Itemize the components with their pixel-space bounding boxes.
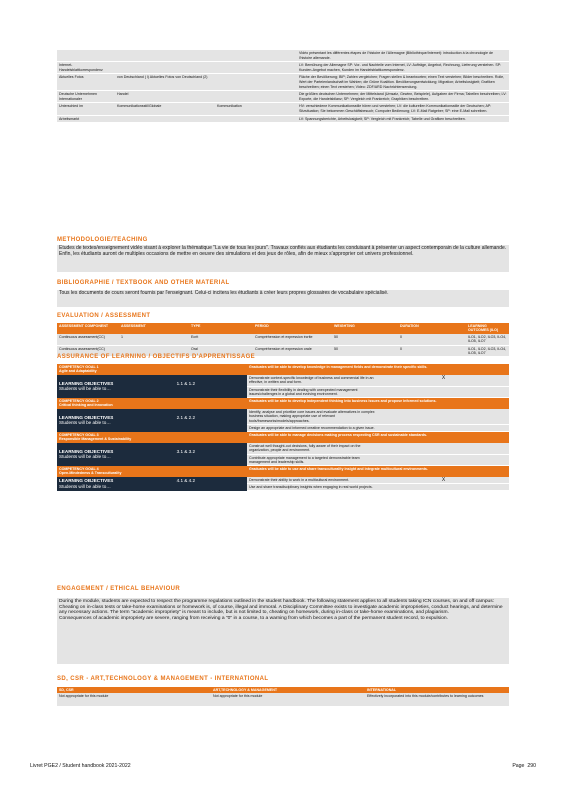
competency-goal-description: Graduates will be able to develop independent thinking into business issues and propose informed solutions.: [249, 399, 437, 404]
learning-objectives-label: LEARNING OBJECTIVES 1.1 & 1.2 Students will be able to…: [57, 375, 247, 398]
content-cell-c1: Unterschied im: [57, 103, 115, 115]
learning-objective-text: Contribute appropriate management to a targeted demonstrable team management and leadership skills.: [247, 454, 378, 466]
content-cell-c2: [115, 62, 215, 74]
content-cell-c3: [215, 115, 273, 123]
content-cell-c4: [273, 115, 297, 123]
course-content-table: [57, 50, 509, 123]
engagement-paragraph-3: Consequences of academic impropriety are severe, ranging from receiving a "0" in a course, to a warning from which becomes a part of the permanent student record, to expulsion.: [59, 615, 448, 621]
content-cell-c5: LV: Bemühung der Allemagne SP: Vor- und Nachteile vom Internet, LV: Aufträge, Angebot, Rechnung, Lieferung verstehen. SP: Kunden-Angebot machen, Kunden im Handelsblattkorrespondenz.: [297, 62, 509, 74]
eval-ilo: ILO1, ILO2, ILO3, ILO4, ILO5, ILO7: [468, 346, 507, 356]
eval-assessment: Ecrit: [191, 334, 199, 339]
eval-assessment: Oral: [191, 346, 198, 351]
content-cell-c4: [273, 62, 297, 74]
engagement-paragraph-2: Cheating on in-class tests or take-home examinations or homework is, of course, illegal and immoral. A Disciplinary Committee exists to investigate academic improprieties, conduct hearings, and determine any necessary actions. The term "academic impropriety" is meant to include, but is not limited to, cheating on homework, during in-class or take-home examinations, and plagiarism.: [59, 604, 503, 616]
competency-goal-title: COMPETENCY GOAL 3 Responsible Management & Sustainability: [59, 432, 132, 442]
eval-weighting: 50: [334, 346, 338, 351]
learning-objective-text: Construct well thought-out decisions, fully aware of their impact on the organization, people and environment.: [247, 443, 378, 454]
eval-header-weighting: WEIGHTING: [334, 324, 355, 328]
sdg-heading: SD, CSR - ART,TECHNOLOGY & MANAGEMENT - INTERNATIONAL: [57, 676, 269, 682]
eval-duration: 0: [400, 334, 402, 339]
eval-period: Compréhension et expression orale: [255, 346, 312, 351]
eval-header-component: ASSESSMENT COMPONENT: [59, 324, 109, 328]
methodology-text: Etudes de textes/enseignement vidéo visant à explorer la thématique "La vie de tous les jours". Travaux confiés aux étudiants les conduisant à présenter un aspect contemporain de la culture allemande. Enfin, les étudiants auront de multiples occasions de mettre en oeuvre des simulations et des jeux de rôles, afin de mieux s'approprier cet univers professionnel.: [57, 245, 509, 272]
learning-objectives-label: LEARNING OBJECTIVES 4.1 & 4.2 Students will be able to…: [57, 477, 247, 491]
learning-objective-mark: [378, 424, 509, 431]
learning-objective-text: Design an appropriate and informed creative recommendation to a given issue.: [247, 424, 378, 431]
eval-row: [57, 334, 509, 345]
learning-objective-mark: [378, 409, 509, 425]
learning-objective-mark: [378, 443, 509, 454]
content-cell-c2: Handel: [115, 91, 215, 103]
eval-header-outcomes: LEARNING OUTCOMES (ILO): [468, 324, 499, 333]
learning-objectives-label: LEARNING OBJECTIVES 3.1 & 3.2 Students will be able to…: [57, 443, 247, 466]
competency-goal-row: [57, 432, 509, 443]
sdg-value-international: Effectively incorporated into this module/contributes to learning outcomes: [367, 694, 484, 699]
content-cell-c3: [215, 50, 273, 62]
content-cell-c3: [215, 91, 273, 103]
competency-goal-row: [57, 466, 509, 477]
content-cell-c4: [273, 91, 297, 103]
content-cell-c5: Vidéo présentant les différentes étapes de l'histoire de l'Allemagne (Bibliothèque/Internet): introduction à la chronologie de l'histoire allemande.: [297, 50, 509, 62]
content-cell-c1: [57, 50, 115, 62]
learning-objective-row: [57, 443, 509, 454]
content-row: [57, 91, 509, 103]
learning-objective-text: Identify, analyse and prioritize core issues and evaluate alternatives in complex business situation, making appropriate use of relevant tools/frameworks/models/approaches.: [247, 409, 378, 425]
eval-header-duration: DURATION: [400, 324, 419, 328]
sdg-table: [57, 687, 509, 706]
evaluation-heading: EVALUATION / ASSESSMENT: [57, 313, 151, 319]
content-cell-c5: Die größten deutschen Unternehmen; der Mittelstand (Umsatz, Gewinn, Beispiele), Aufgaben der Firma; Tabellen beschreiben; LV: Exporte, die Handelsbilanz; SP: Vergleich mit Frankreich; Graphiken beschreiben.: [297, 91, 509, 103]
learning-objective-text: Demonstrate their ability to work in a multicultural environment.: [247, 477, 378, 484]
eval-ilo: ILO1, ILO2, ILO3, ILO4, ILO5, ILO7: [468, 334, 507, 344]
content-cell-c2: von Deutschland ( l) Aktuelles Fotos von Deutschland (2): [115, 74, 215, 91]
footer-page-number: Page 290: [512, 763, 536, 769]
learning-objective-mark: X: [378, 375, 509, 386]
footer-handbook-label: Livret PGE2 / Student handbook 2021-2022: [30, 763, 131, 769]
content-cell-c2: [115, 115, 215, 123]
learning-objective-text: Demonstrate context-specific knowledge of business and commercial life in an effective, in written and oral form.: [247, 375, 378, 386]
eval-mark: 1: [121, 334, 123, 339]
eval-component: Continuous assessment(CC): [59, 334, 105, 339]
competency-goal-description: Graduates will be able to develop knowledge in management fields and demonstrate their specific skills.: [249, 365, 428, 369]
eval-header-period: PERIOD: [255, 324, 269, 328]
learning-objective-row: [57, 409, 509, 425]
content-cell-c5: LV: Spannungsberichte, Arbeitslosigkeit; SP: Vergleich mit Frankreich; Tabelle und Grafiken beschreiben.: [297, 115, 509, 123]
sdg-header-atm: ART,TECHNOLOGY & MANAGEMENT: [213, 688, 278, 692]
content-cell-c3: Kommunikation: [215, 103, 273, 115]
sdg-header-international: INTERNATIONAL: [367, 688, 397, 692]
content-cell-c4: [273, 74, 297, 91]
content-cell-c5: Fläche der Bevölkerung; BIP; Zahlen vergleichen; Fragen stellen & beantworten; einen Text verstehen; Bilder beschreiben. Rolle, Wert der Parteienlandschaft im Wahlen; die Grüne Koalition. Bevölkerungsentwicklung; Migration; Arbeitslosigkeit; Grafiken beschreiben; einen Text verstehen; Video: ZDF/ARD Nachrichtensendung.: [297, 74, 509, 91]
eval-period: Compréhension et expression écrite: [255, 334, 313, 339]
sdg-value-csr: Not appropriate for this module: [59, 694, 109, 699]
content-cell-c3: [215, 74, 273, 91]
learning-objective-text: Demonstrate their flexibility in dealing with unexpected management issues/challenges in a global and evolving environment.: [247, 386, 378, 398]
engagement-box: [57, 598, 509, 664]
content-cell-c4: [273, 50, 297, 62]
content-cell-c5: HV: verschiedene Kommunikationsstile hören und verstehen; LV: die kulturellen Kommunikationsstile der Deutschen; AP: Sitzsituation; Sie bekommen Geschäftsbesuch; Computer Bedienung; LV: E-Mail Ratgeber; SP: eine E-Mail schreiben.: [297, 103, 509, 115]
sdg-header-csr: SD, CSR: [59, 688, 74, 692]
eval-header-assessment: ASSESSMENT: [121, 324, 146, 328]
content-cell-c4: [273, 103, 297, 115]
sdg-value-atm: Not appropriate for this module: [213, 694, 263, 699]
content-cell-c1: Aktuelles Fotos: [57, 74, 115, 91]
content-cell-c1: Deutsche Unternehmen Internationaler: [57, 91, 115, 103]
assurance-heading: ASSURANCE OF LEARNING / OBJECTIFS D'APPRENTISSAGE: [57, 354, 256, 360]
learning-objective-mark: [378, 454, 509, 466]
learning-objective-mark: [378, 386, 509, 398]
competency-goal-row: [57, 364, 509, 375]
learning-objective-mark: X: [378, 477, 509, 484]
bibliography-text: Tous les documents de cours seront fournis par l'enseignant. Celui-ci incitera les étudiants à créer leurs propres glossaires de vocabulaire spécialisé.: [57, 290, 509, 307]
assurance-table: [57, 364, 509, 491]
content-row: [57, 62, 509, 74]
competency-goal-title: COMPETENCY GOAL 1 Agile and Adaptability: [59, 365, 99, 374]
content-cell-c2: [115, 50, 215, 62]
learning-objective-mark: [378, 484, 509, 491]
evaluation-table: [57, 323, 509, 356]
competency-goal-description: Graduates will be able to manage decisions making process respecting CSR and sustainable standards.: [249, 433, 427, 438]
competency-goal-row: [57, 398, 509, 409]
learning-objective-row: [57, 375, 509, 386]
eval-component: Continuous assessment(CC): [59, 346, 105, 351]
methodology-heading: METHODOLOGIE/TEACHING: [57, 237, 148, 243]
competency-goal-title: COMPETENCY GOAL 4 Open-Mindedness & Transculturality: [59, 466, 122, 476]
content-cell-c2: Kommunikationsstil/Globale: [115, 103, 215, 115]
content-row: [57, 74, 509, 91]
learning-objectives-label: LEARNING OBJECTIVES 2.1 & 2.2 Students will be able to…: [57, 409, 247, 432]
content-cell-c1: Arbeitsmarkt: [57, 115, 115, 123]
learning-objective-row: [57, 477, 509, 484]
content-cell-c1: Internet-Handelsblattkorrespondenz: [57, 62, 115, 74]
content-row: [57, 115, 509, 123]
engagement-paragraph-1: During the module, students are expected to respect the programme regulations outlined in the student handbook. The following statement applies to all students taking ICN courses, on and off campus:: [59, 599, 495, 604]
content-row: [57, 103, 509, 115]
eval-header-type: TYPE: [191, 324, 201, 328]
competency-goal-description: Graduates will be able to use and share transculturality insight and integrate multicultural environments.: [249, 467, 428, 472]
engagement-heading: ENGAGEMENT / ETHICAL BEHAVIOUR: [57, 586, 181, 592]
bibliography-heading: BIBLIOGRAPHIE / TEXTBOOK AND OTHER MATERIAL: [57, 280, 230, 286]
content-row: [57, 50, 509, 62]
eval-duration: 0: [400, 346, 402, 351]
learning-objective-text: Use and share transdisciplinary insights when engaging in real world projects.: [247, 484, 378, 491]
content-cell-c3: [215, 62, 273, 74]
page-footer: [30, 763, 536, 769]
competency-goal-title: COMPETENCY GOAL 2 Critical thinking and Innovation: [59, 398, 113, 408]
eval-weighting: 50: [334, 334, 338, 339]
